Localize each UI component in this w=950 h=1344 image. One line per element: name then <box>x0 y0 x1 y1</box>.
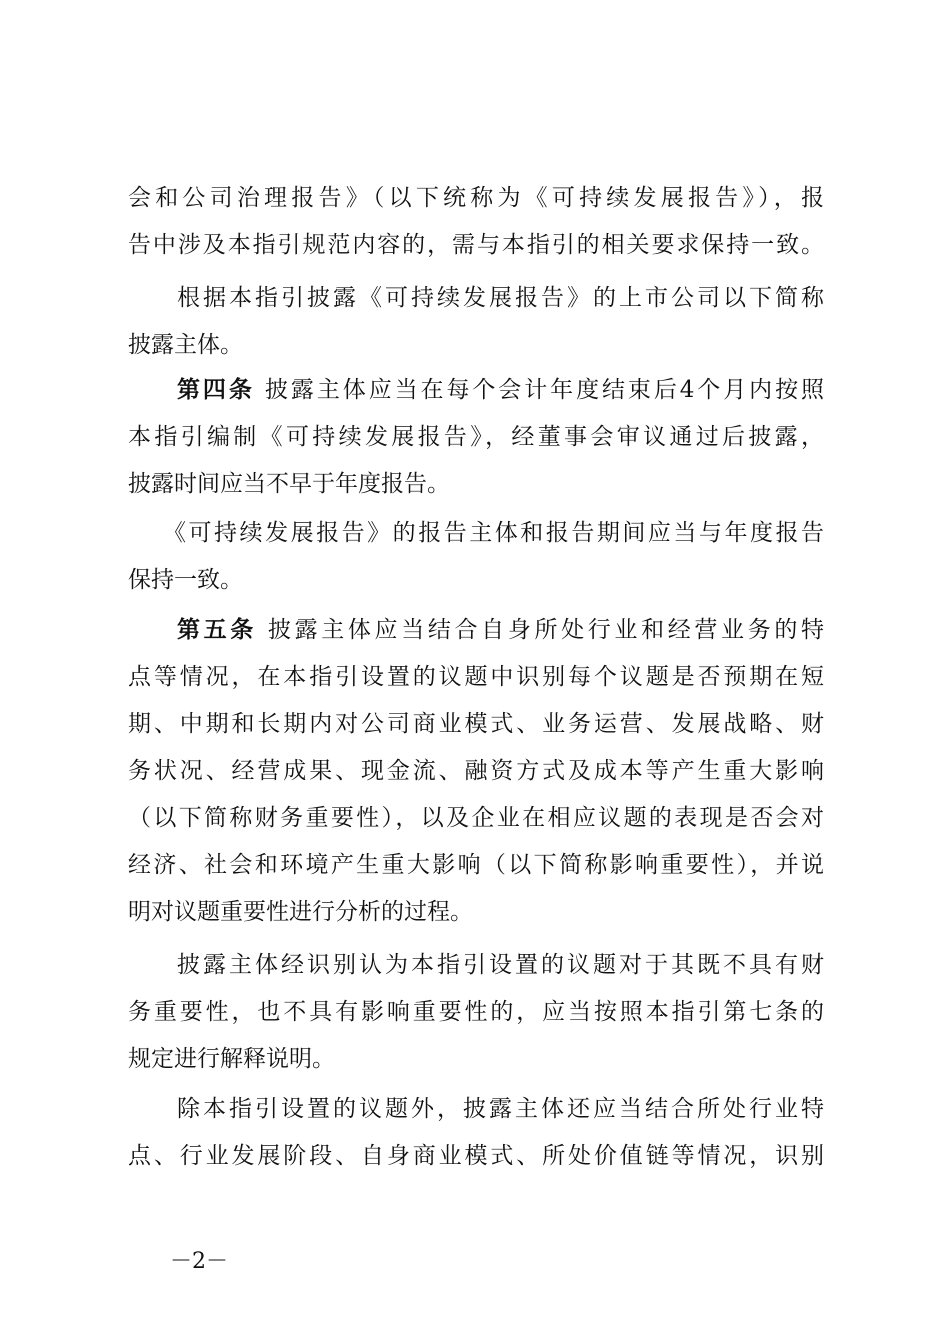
text-line: 告中涉及本指引规范内容的，需与本指引的相关要求保持一致。 <box>128 232 824 258</box>
page-number: －2－ <box>170 1249 228 1274</box>
paragraph-first-line: 《可持续发展报告》的报告主体和报告期间应当与年度报告 <box>163 520 824 546</box>
text-line: 务状况、经营成果、现金流、融资方式及成本等产生重大影响 <box>128 758 824 784</box>
text-line: 披露主体。 <box>128 332 243 358</box>
article-5-text: 披露主体应当结合自身所处行业和经营业务的特 <box>267 617 825 643</box>
text-line: 点等情况，在本指引设置的议题中识别每个议题是否预期在短 <box>128 664 824 690</box>
text-line: 经济、社会和环境产生重大影响（以下简称影响重要性），并说 <box>128 852 824 878</box>
paragraph-first-line: 除本指引设置的议题外，披露主体还应当结合所处行业特 <box>177 1096 824 1122</box>
article-4-first-line <box>177 375 824 405</box>
text-line: 期、中期和长期内对公司商业模式、业务运营、发展战略、财 <box>128 711 824 737</box>
article-5-first-line <box>177 615 824 645</box>
text-line: 本指引编制《可持续发展报告》，经董事会审议通过后披露， <box>128 424 824 450</box>
text-line: 明对议题重要性进行分析的过程。 <box>128 899 473 925</box>
text-line: 规定进行解释说明。 <box>128 1046 335 1072</box>
article-4-label: 第四条 <box>177 377 255 403</box>
article-5-label: 第五条 <box>177 617 257 643</box>
text-line: （以下简称财务重要性），以及企业在相应议题的表现是否会对 <box>128 805 824 831</box>
text-line: 点、行业发展阶段、自身商业模式、所处价值链等情况，识别 <box>128 1143 824 1169</box>
text-line: 披露时间应当不早于年度报告。 <box>128 471 450 497</box>
text-line: 保持一致。 <box>128 567 243 593</box>
article-4-text: 披露主体应当在每个会计年度结束后4个月内按照 <box>265 377 824 403</box>
text-line: 会和公司治理报告》（以下统称为《可持续发展报告》），报 <box>128 185 824 211</box>
text-line: 务重要性，也不具有影响重要性的，应当按照本指引第七条的 <box>128 999 824 1025</box>
paragraph-first-line: 披露主体经识别认为本指引设置的议题对于其既不具有财 <box>177 952 824 978</box>
paragraph-first-line: 根据本指引披露《可持续发展报告》的上市公司以下简称 <box>177 285 824 311</box>
